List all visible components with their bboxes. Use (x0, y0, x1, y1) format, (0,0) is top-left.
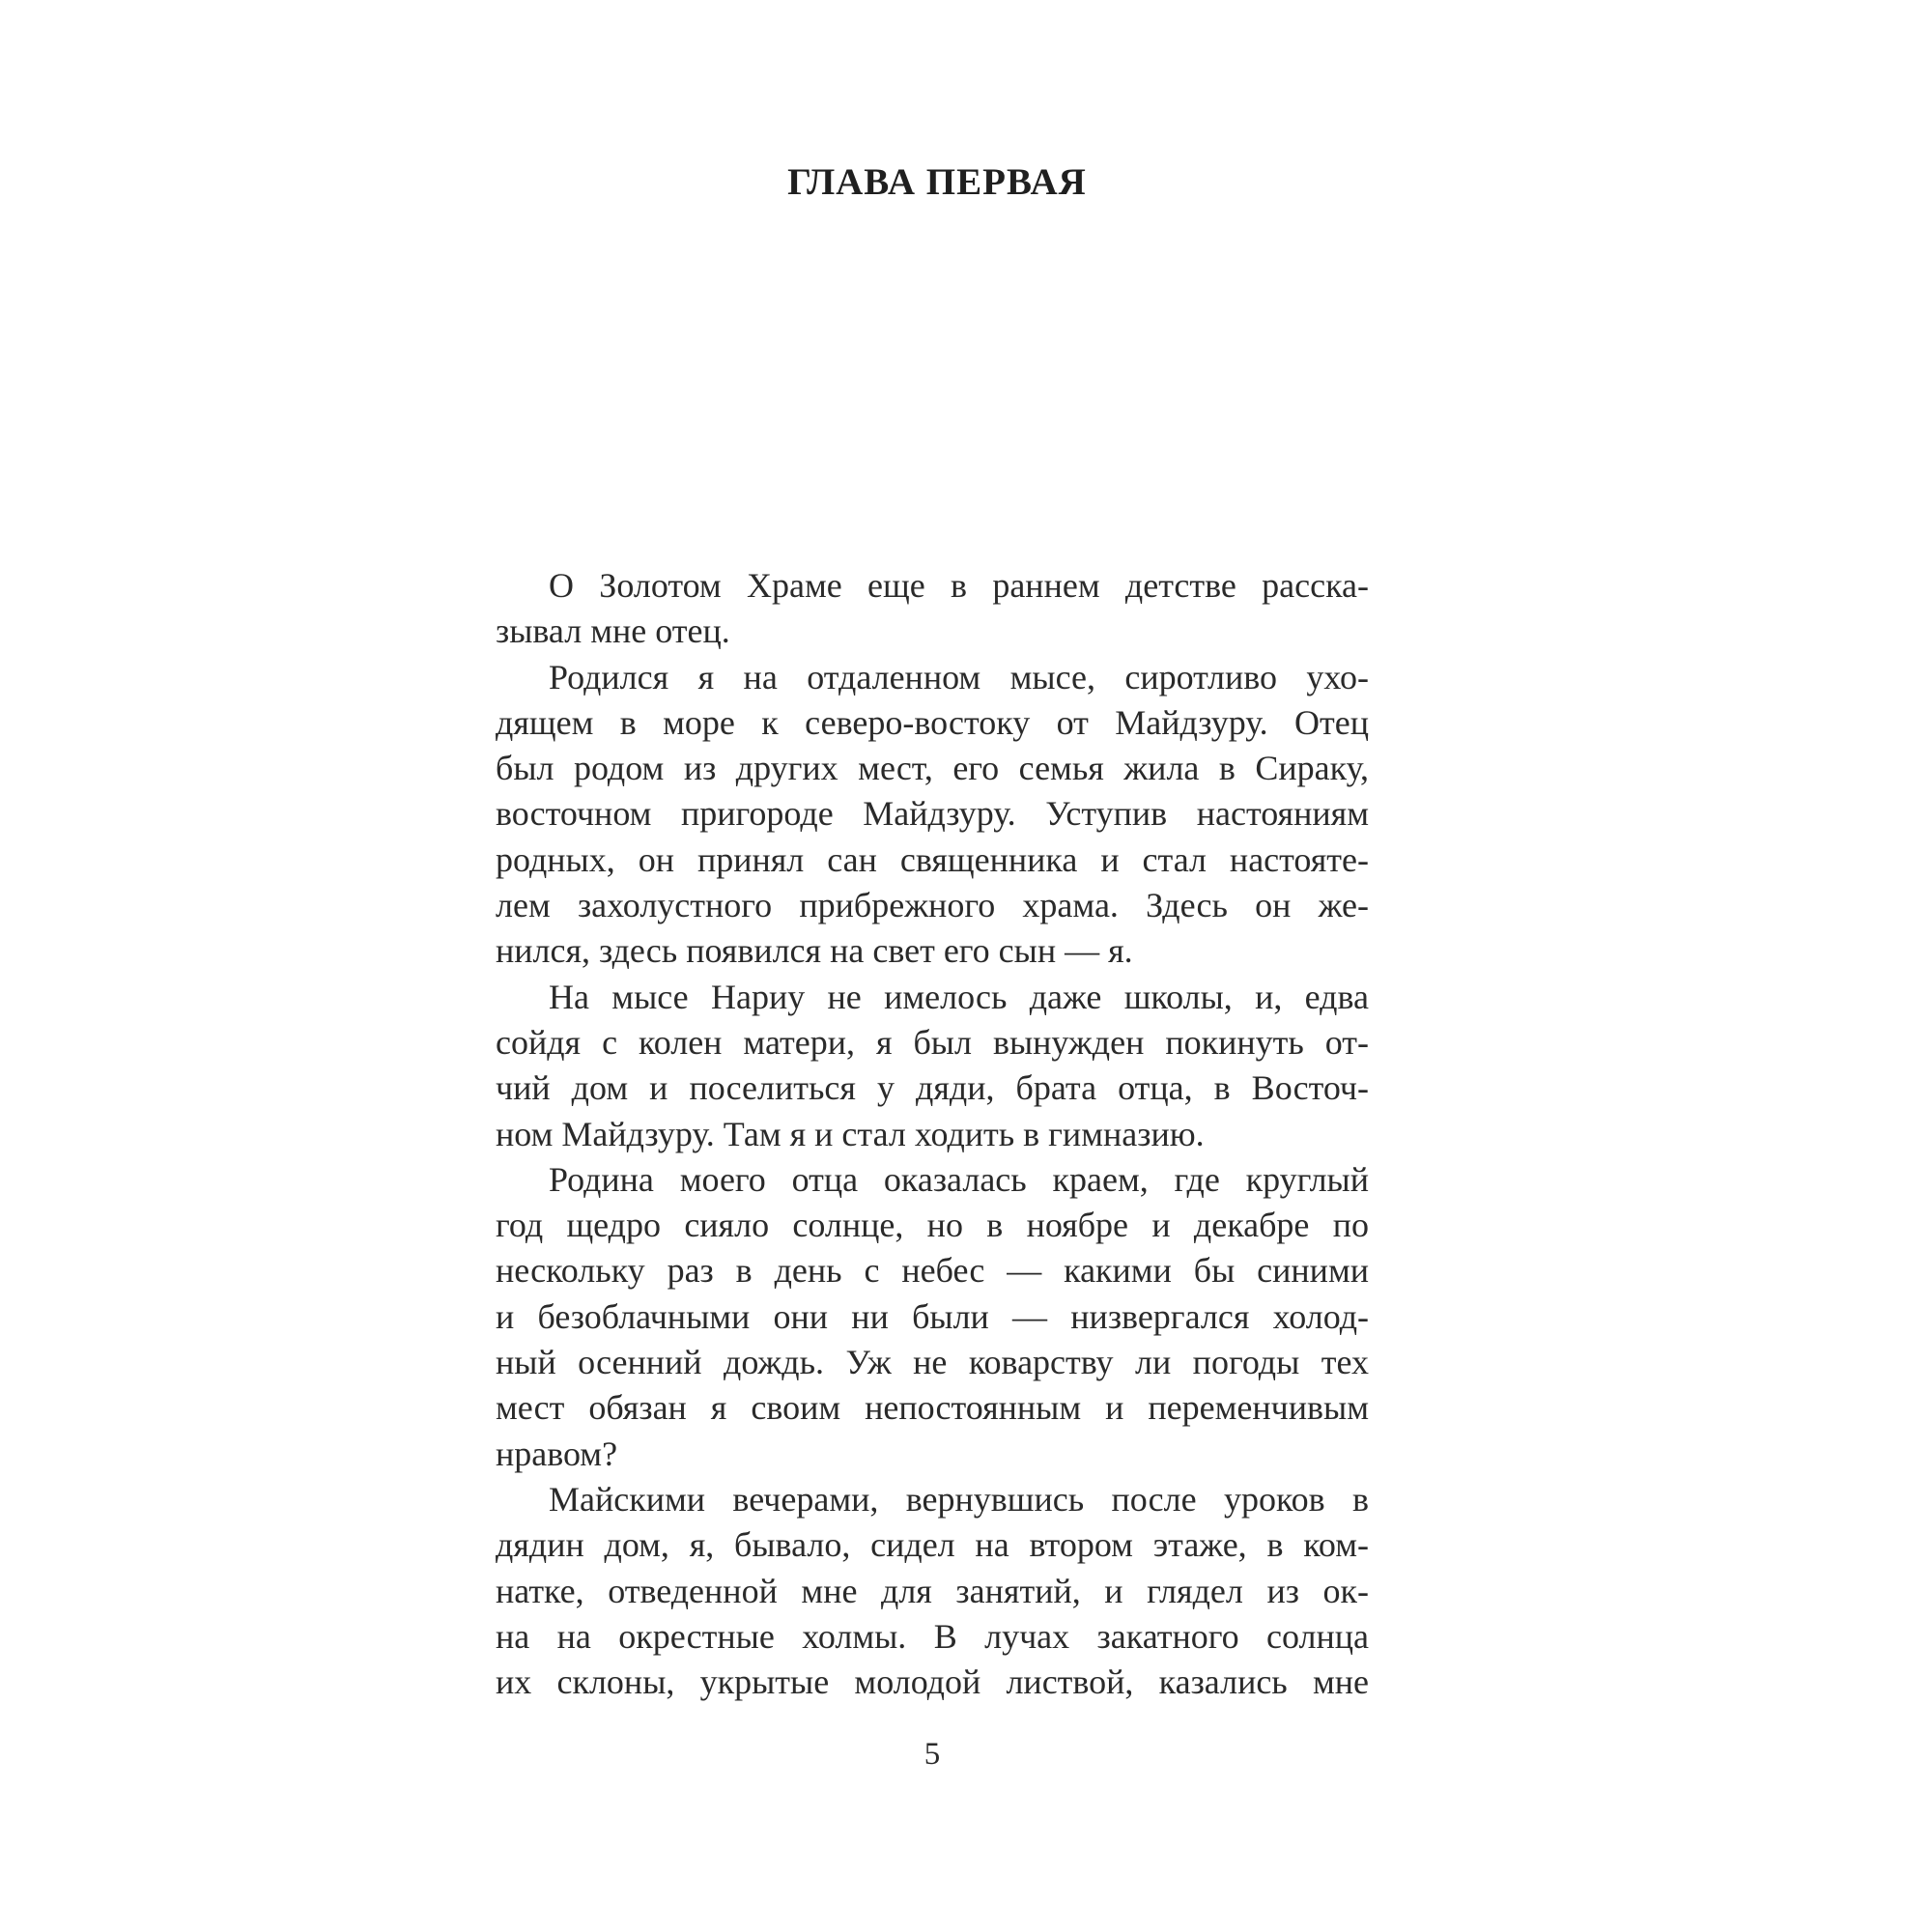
text-line: дядин дом, я, бывало, сидел на втором этаже, в ком- (496, 1525, 1369, 1565)
text-line: родных, он принял сан священника и стал настояте- (496, 839, 1369, 879)
text-line: ном Майдзуру. Там я и стал ходить в гимназию. (496, 1114, 1205, 1153)
text-line: нравом? (496, 1434, 618, 1473)
chapter-title: ГЛАВА ПЕРВАЯ (787, 161, 1087, 203)
text-line: нескольку раз в день с небес — какими бы синими (496, 1251, 1369, 1291)
body-text (496, 563, 1369, 1705)
text-line: лем захолустного прибрежного храма. Здесь он же- (496, 886, 1369, 925)
text-line: мест обязан я своим непостоянным и переменчивым (496, 1388, 1369, 1428)
text-line: Майскими вечерами, вернувшись после уроков в (549, 1479, 1369, 1519)
text-line: Родина моего отца оказалась краем, где круглый (549, 1159, 1369, 1199)
text-line: дящем в море к северо-востоку от Майдзуру. Отец (496, 702, 1369, 742)
text-line: сойдя с колен матери, я был вынужден покинуть от- (496, 1022, 1369, 1062)
text-line: их склоны, укрытые молодой листвой, казались мне (496, 1662, 1369, 1702)
text-line: на на окрестные холмы. В лучах закатного солнца (496, 1616, 1369, 1656)
text-line: чий дом и поселиться у дяди, брата отца, в Восточ- (496, 1068, 1369, 1108)
text-line: год щедро сияло солнце, но в ноябре и декабре по (496, 1206, 1369, 1245)
text-line: и безоблачными они ни были — низвергался холод- (496, 1296, 1369, 1336)
text-line: На мысе Нариу не имелось даже школы, и, едва (549, 977, 1369, 1016)
text-line: был родом из других мест, его семья жила в Сираку, (496, 749, 1369, 788)
text-line: Родился я на отдаленном мысе, сиротливо ухо- (549, 657, 1369, 696)
text-line: О Золотом Храме еще в раннем детстве расска- (549, 566, 1369, 605)
text-line: ный осенний дождь. Уж не коварству ли погоды тех (496, 1343, 1369, 1382)
text-line: нился, здесь появился на свет его сын — я. (496, 931, 1133, 971)
page-number: 5 (923, 1737, 941, 1772)
text-line: восточном пригороде Майдзуру. Уступив настояниям (496, 794, 1369, 834)
text-line: зывал мне отец. (496, 611, 730, 651)
text-line: натке, отведенной мне для занятий, и глядел из ок- (496, 1571, 1369, 1610)
